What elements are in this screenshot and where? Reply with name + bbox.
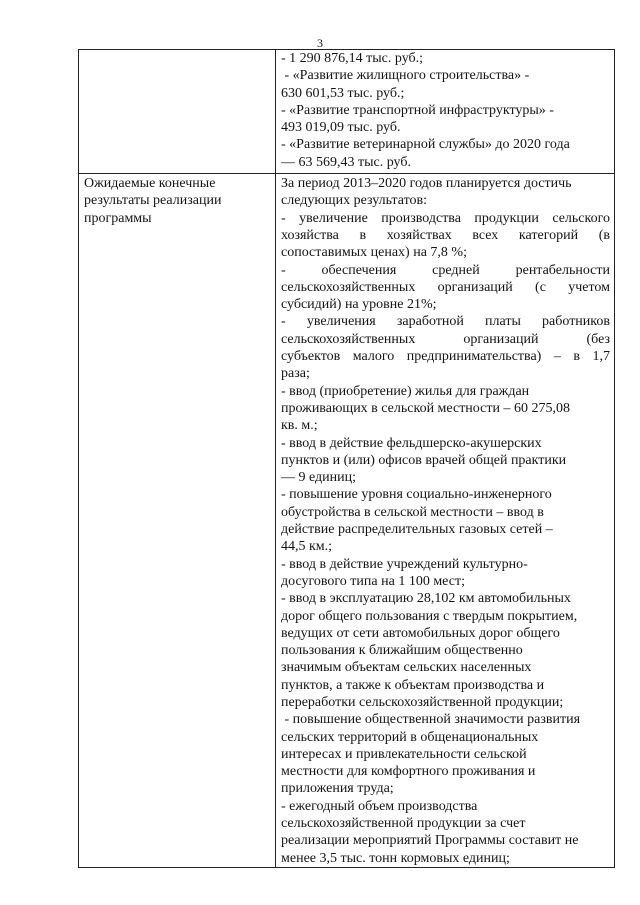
- text-line: 44,5 км.;: [281, 539, 333, 555]
- page-number: 3: [317, 36, 323, 50]
- text-line: менее 3,5 тыс. тонн кормовых единиц;: [281, 850, 510, 866]
- empty-label-cell: [79, 50, 276, 174]
- text-line: интересах и привлекательности сельской: [281, 746, 527, 762]
- text-line: - повышение общественной значимости развития: [281, 712, 581, 728]
- text-line: сельских территорий в общенациональных: [281, 729, 539, 745]
- text-line: действие распределительных газовых сетей –: [281, 522, 553, 538]
- text-line: - 1 290 876,14 тыс. руб.;: [281, 51, 424, 66]
- text-line: сельскохозяйственной продукции за счет: [281, 816, 526, 832]
- text-line: сельскохозяйственных организаций (с учетом: [281, 279, 610, 295]
- text-line: - ввод в действие учреждений культурно-: [281, 556, 528, 572]
- text-line: - ввод (приобретение) жилья для граждан: [281, 383, 530, 399]
- text-line: - увеличение производства продукции сельского: [281, 210, 610, 226]
- row-label-line: программы: [84, 210, 152, 226]
- text-line: пользования к ближайшим общественно: [281, 643, 523, 659]
- text-line: дорог общего пользования с твердым покрытием,: [281, 608, 578, 624]
- text-line: За период 2013–2020 годов планируется достичь: [281, 176, 572, 192]
- text-line: пунктов, а также к объектам производства и: [281, 677, 545, 693]
- text-line: обустройства в сельской местности – ввод в: [281, 504, 544, 520]
- results-cell: [276, 174, 615, 868]
- text-line: реализации мероприятий Программы составит не: [281, 833, 579, 849]
- text-line: сельскохозяйственных организаций (без: [281, 331, 610, 347]
- text-line: - ввод в эксплуатацию 28,102 км автомобильных: [281, 591, 571, 607]
- text-line: местности для комфортного проживания и: [281, 764, 536, 780]
- text-line: - обеспечения средней рентабельности: [281, 262, 610, 278]
- text-line: следующих результатов:: [281, 193, 428, 209]
- text-line: - ежегодный объем производства: [281, 798, 478, 814]
- text-line: раза;: [281, 366, 310, 382]
- text-line: — 9 единиц;: [281, 470, 357, 486]
- row-label-line: Ожидаемые конечные: [84, 176, 216, 192]
- text-line: переработки сельскохозяйственной продукции;: [281, 694, 564, 710]
- text-line: кв. м.;: [281, 418, 318, 434]
- table-row: [79, 174, 615, 868]
- funding-cell: [276, 50, 615, 174]
- text-line: - увеличения заработной платы работников: [281, 314, 610, 330]
- label-cell: [79, 174, 276, 868]
- text-line: — 63 569,43 тыс. руб.: [281, 154, 411, 170]
- row-label-line: результаты реализации: [84, 193, 222, 209]
- program-passport-table: [78, 49, 615, 868]
- text-line: значимым объектам сельских населенных: [281, 660, 532, 676]
- text-line: - «Развитие ветеринарной службы» до 2020 года: [281, 137, 570, 153]
- text-line: - ввод в действие фельдшерско-акушерских: [281, 435, 542, 451]
- text-line: сопоставимых ценах) на 7,8 %;: [281, 245, 467, 261]
- text-line: - «Развитие транспортной инфраструктуры» -: [281, 102, 554, 118]
- text-line: - «Развитие жилищного строительства» -: [281, 68, 530, 84]
- text-line: - повышение уровня социально-инженерного: [281, 487, 552, 503]
- text-line: 630 601,53 тыс. руб.;: [281, 85, 405, 101]
- text-line: досугового типа на 1 100 мест;: [281, 573, 465, 589]
- text-line: проживающих в сельской местности – 60 275,08: [281, 400, 570, 416]
- text-line: хозяйства в хозяйствах всех категорий (в: [281, 227, 610, 243]
- table-row: [79, 50, 615, 174]
- text-line: приложения труда;: [281, 781, 394, 797]
- text-line: ведущих от сети автомобильных дорог общего: [281, 625, 560, 641]
- text-line: субъектов малого предпринимательства) – в 1,7: [281, 349, 610, 365]
- text-line: пунктов и (или) офисов врачей общей практики: [281, 452, 567, 468]
- text-line: 493 019,09 тыс. руб.: [281, 120, 401, 136]
- text-line: субсидий) на уровне 21%;: [281, 297, 437, 313]
